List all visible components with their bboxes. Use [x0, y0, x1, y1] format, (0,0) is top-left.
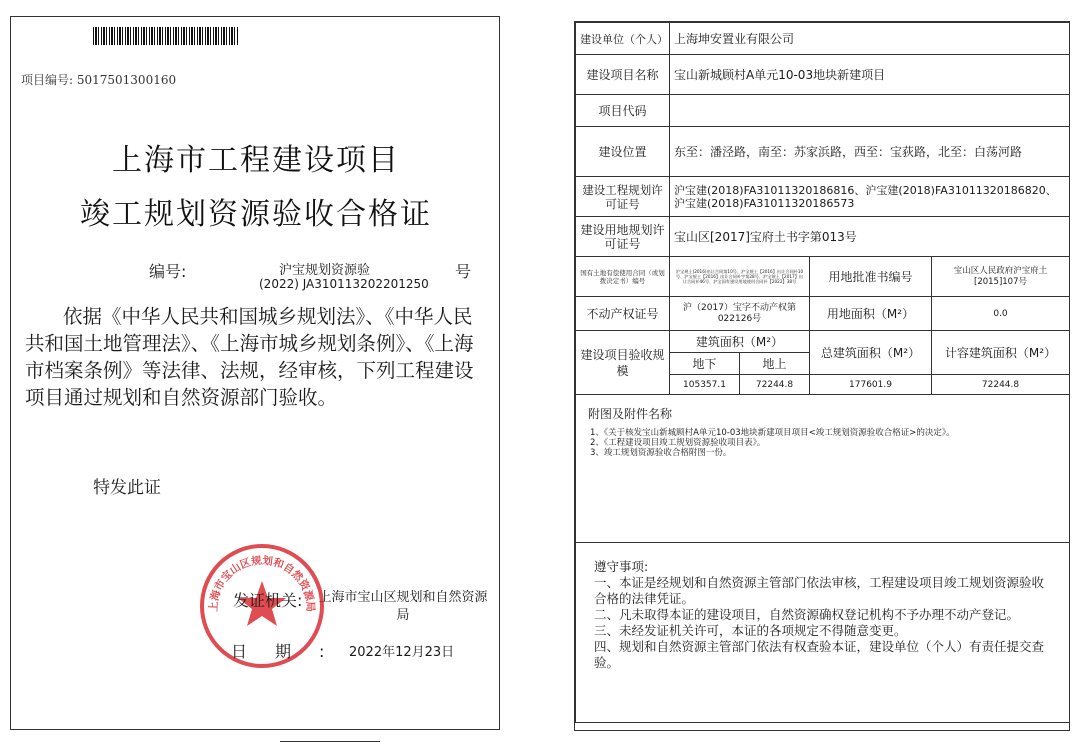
barcode [93, 27, 238, 45]
svg-text:上海市宝山区规划和自然资源局: 上海市宝山区规划和自然资源局 [207, 554, 317, 613]
cert-number-suffix: 号 [455, 262, 472, 281]
table-row [576, 55, 1070, 95]
issuer-label: 发证机关: [233, 591, 303, 610]
table-row [576, 217, 1070, 257]
notice-title: 遵守事项: [594, 559, 649, 574]
approval-value: 宝山区人民政府沪宝府土[2015]107号 [932, 257, 1070, 297]
far-area-value: 72244.8 [932, 375, 1070, 395]
aboveground-value: 72244.8 [740, 375, 810, 395]
table-row [576, 331, 1070, 353]
planning-permit-label: 建设工程规划许可证号 [576, 177, 670, 217]
table-row [576, 177, 1070, 217]
special-issue-text: 特发此证 [93, 478, 161, 498]
certificate-cover-page [10, 16, 500, 730]
cert-number-value-line2: (2022) JA310113202201250 [259, 277, 429, 291]
project-number: 项目编号: 5017501300160 [21, 73, 177, 87]
notice-item: 一、本证是经规划和自然资源主管部门依法审核，工程建设项目竣工规划资源验收合格的法律凭证。 [594, 575, 1045, 606]
land-permit-label: 建设用地规划许可证号 [576, 217, 670, 257]
floor-area-label: 建筑面积（M²） [670, 331, 810, 353]
page-edge-mark [280, 741, 380, 746]
land-area-label: 用地面积（M²） [810, 297, 932, 331]
notice-item: 四、规划和自然资源主管部门依法有权查验本证，建设单位（个人）有责任提交查验。 [594, 639, 1045, 670]
date-label: 日期: [231, 642, 353, 661]
table-row [576, 95, 1070, 127]
project-name-label: 建设项目名称 [576, 55, 670, 95]
table-row [576, 257, 1070, 297]
project-name-value: 宝山新城顾村A单元10-03地块新建项目 [670, 55, 1070, 95]
attachment-item: 3、竣工规划资源验收合格附图一份。 [590, 448, 732, 458]
approval-label: 用地批准书编号 [810, 257, 932, 297]
certificate-detail-page [574, 21, 1070, 731]
attachments-title: 附图及附件名称 [588, 407, 673, 421]
contract-value: 沪宝规土(2016)出让合同第10号、沪宝规土【2016】出让合同补10号、沪宝规土【2016】出让合同补字第28号、沪宝规土【2017】出让合同补46号、沪宝国有建设用地使用合同补【2022】38号 [670, 257, 810, 297]
unit-label: 建设单位（个人） [576, 23, 670, 55]
contract-label: 国有土地有偿使用合同（或划拨决定书）编号 [576, 257, 670, 297]
location-value: 东至：潘泾路，南至：苏家浜路，西至：宝荻路，北至：白荡河路 [670, 127, 1070, 177]
certificate-body-text: 依据《中华人民共和国城乡规划法》、《中华人民共和国土地管理法》、《上海市城乡规划条例》、《上海市档案条例》等法律、法规，经审核，下列工程建设项目通过规划和自然资源部门验收。 [25, 305, 474, 409]
underground-value: 105357.1 [670, 375, 740, 395]
notice-item: 三、未经发证机关许可，本证的各项规定不得随意变更。 [594, 623, 907, 638]
table-row [576, 395, 1070, 543]
underground-label: 地下 [670, 353, 740, 375]
certificate-title-line1: 上海市工程建设项目 [112, 143, 400, 178]
attachment-item: 1、《关于核发宝山新城顾村A单元10-03地块新建项目项目<竣工规划资源验收合格证>的决定》。 [590, 428, 955, 438]
attachment-item: 2、《工程建设项目竣工规划资源验收项目表》。 [590, 438, 766, 448]
aboveground-label: 地上 [740, 353, 810, 375]
notice-cell [576, 543, 1070, 723]
issue-date: 2022年12月23日 [349, 645, 455, 660]
certificate-title-line2: 竣工规划资源验收合格证 [80, 197, 432, 232]
location-label: 建设位置 [576, 127, 670, 177]
attachments-cell [576, 395, 1070, 543]
estate-value: 沪（2017）宝字不动产权第022126号 [670, 297, 810, 331]
unit-value: 上海坤安置业有限公司 [670, 23, 1070, 55]
notice-item: 二、凡未取得本证的建设项目，自然资源确权登记机构不予办理不动产登记。 [594, 607, 1020, 622]
planning-permit-value: 沪宝建(2018)FA31011320186816、沪宝建(2018)FA31011320186820、沪宝建(2018)FA31011320186573 [670, 177, 1070, 217]
land-area-value: 0.0 [932, 297, 1070, 331]
project-info-table [575, 22, 1070, 723]
issuer-value: 上海市宝山区规划和自然资源局 [318, 590, 488, 623]
table-row [576, 543, 1070, 723]
table-row [576, 23, 1070, 55]
cert-number-value-line1: 沪宝规划资源验 [279, 263, 371, 278]
total-area-label: 总建筑面积（M²） [810, 331, 932, 375]
table-row [576, 297, 1070, 331]
project-code-value [670, 95, 1070, 127]
cert-number-label: 编号: [149, 262, 187, 281]
table-row [576, 127, 1070, 177]
project-code-label: 项目代码 [576, 95, 670, 127]
far-area-label: 计容建筑面积（M²） [932, 331, 1070, 375]
scale-label: 建设项目验收规模 [576, 331, 670, 395]
land-permit-value: 宝山区[2017]宝府土书字第013号 [670, 217, 1070, 257]
total-area-value: 177601.9 [810, 375, 932, 395]
estate-label: 不动产权证号 [576, 297, 670, 331]
